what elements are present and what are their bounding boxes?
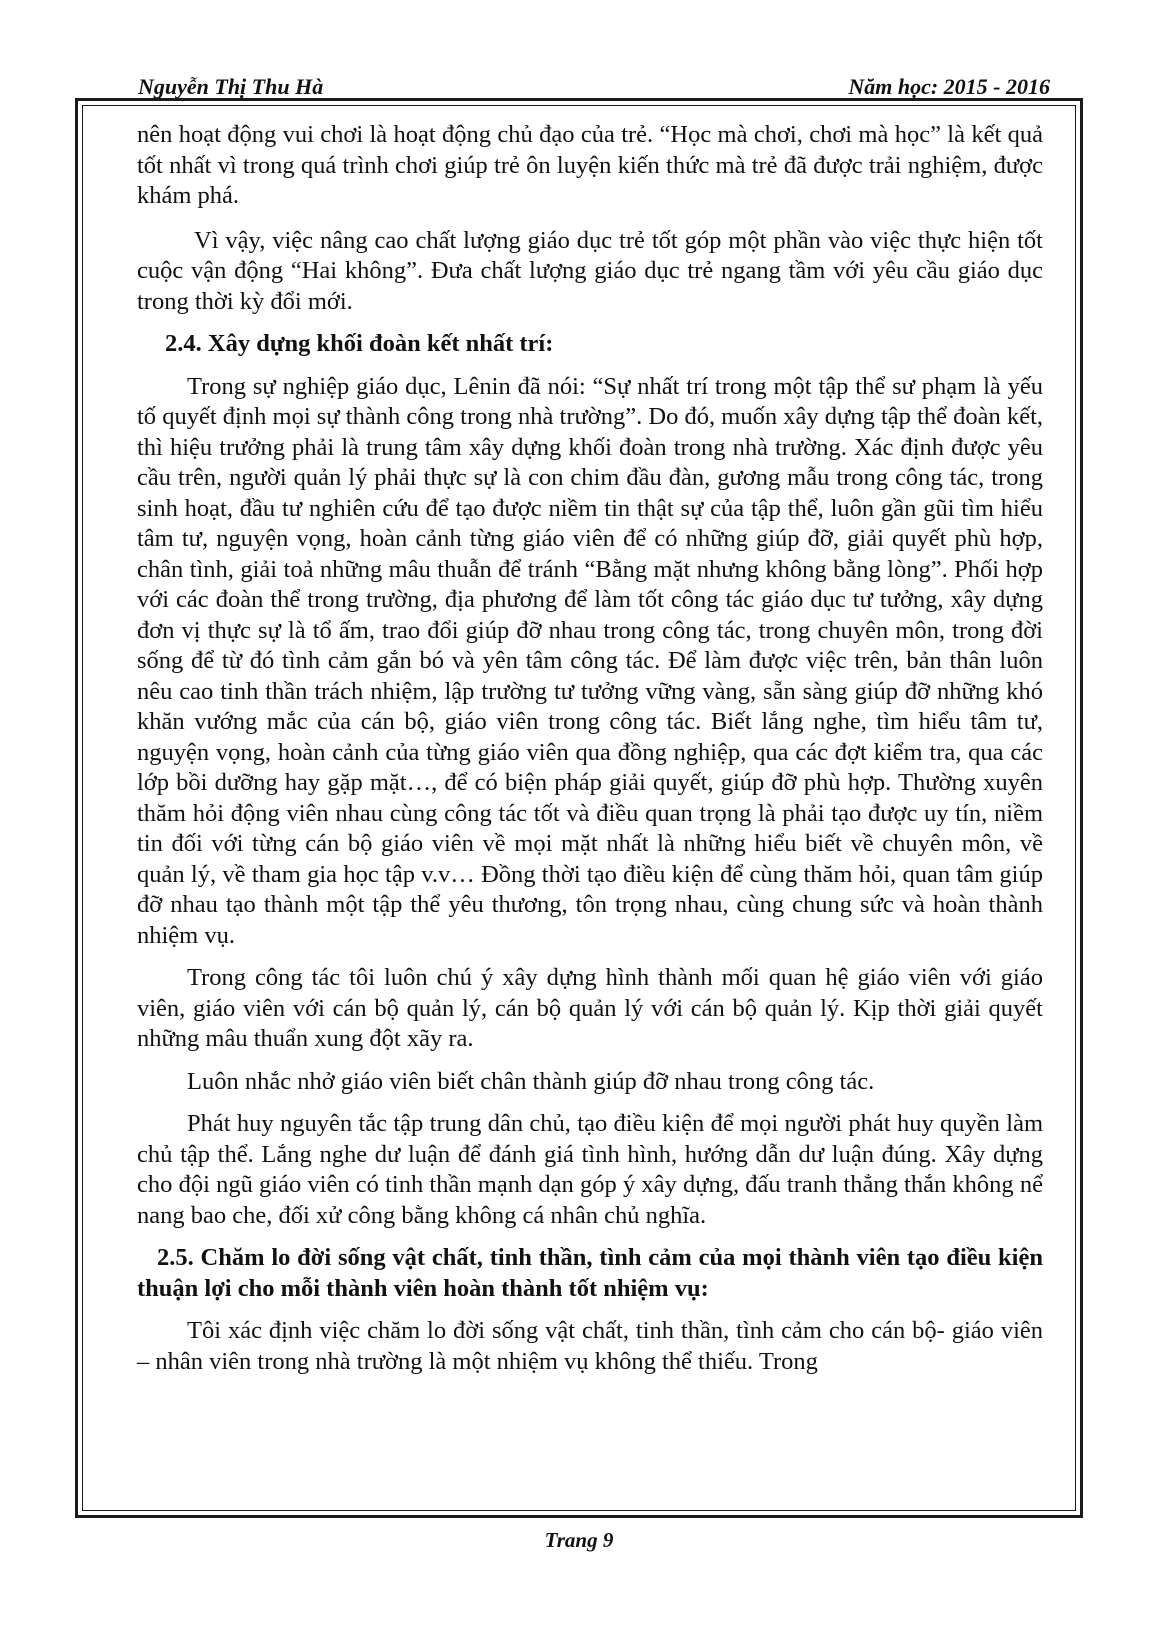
paragraph: Vì vậy, việc nâng cao chất lượng giáo dục trẻ tốt góp một phần vào việc thực hiện tốt cuộc vận động “Hai không”. Đưa chất lượng giáo dục trẻ ngang tầm với yêu cầu giáo dục trong thời kỳ đổi mới. xyxy=(137,226,1043,315)
paragraph: Luôn nhắc nhở giáo viên biết chân thành giúp đỡ nhau trong công tác. xyxy=(187,1067,875,1095)
school-year: Năm học: 2015 - 2016 xyxy=(848,74,1050,99)
paragraph: Trong công tác tôi luôn chú ý xây dựng hình thành mối quan hệ giáo viên với giáo viên, giáo viên với cán bộ quản lý, cán bộ quản lý với cán bộ quản lý. Kịp thời giải quyết những mâu thuẩn xung đột xãy ra. xyxy=(137,964,1043,1052)
paragraph: Phát huy nguyên tắc tập trung dân chủ, tạo điều kiện để mọi người phát huy quyền làm chủ tập thể. Lắng nghe dư luận để đánh giá tình hình, hướng dẫn dư luận đúng. Xây dựng cho đội ngũ giáo viên có tinh thần mạnh dạn góp ý xây dựng, đấu tranh thẳng thắn không nể nang bao che, đối xử công bằng không cá nhân chủ nghĩa. xyxy=(137,1110,1043,1229)
paragraph: nên hoạt động vui chơi là hoạt động chủ đạo của trẻ. “Học mà chơi, chơi mà học” là kết quả tốt nhất vì trong quá trình chơi giúp trẻ ôn luyện kiến thức mà trẻ đã được trải nghiệm, được khám phá. xyxy=(137,121,1043,209)
section-heading-2-4: 2.4. Xây dựng khối đoàn kết nhất trí: xyxy=(165,330,554,357)
paragraph: Trong sự nghiệp giáo dục, Lênin đã nói: “Sự nhất trí trong một tập thể sư phạm là yếu tố quyết định mọi sự thành công trong nhà trường”. Do đó, muốn xây dựng tập thể đoàn kết, thì hiệu trưởng phải là trung tâm xây dựng khối đoàn trong nhà trường. Xác định được yêu cầu trên, người quản lý phải thực sự là con chim đầu đàn, gương mẫu trong công tác, trong sinh hoạt, đầu tư nghiên cứu để tạo được niềm tin thật sự của tập thể, luôn gần gũi tìm hiểu tâm tư, nguyện vọng, hoàn cảnh từng giáo viên để có những giúp đỡ, giải quyết phù hợp, chân tình, giải toả những mâu thuẫn để tránh “Bằng mặt nhưng không bằng lòng”. Phối hợp với các đoàn thể trong trường, địa phương để làm tốt công tác giáo dục tư tưởng, xây dựng đơn vị thực sự là tổ ấm, trao đổi giúp đỡ nhau trong công tác, trong chuyên môn, trong đời sống để từ đó tình cảm gắn bó và yên tâm công tác. Để làm được việc trên, bản thân luôn nêu cao tinh thần trách nhiệm, lập trường tư tưởng vững vàng, sẵn sàng giúp đỡ những khó khăn vướng mắc của cán bộ, giáo viên trong công tác. Biết lắng nghe, tìm hiểu tâm tư, nguyện vọng, hoàn cảnh của từng giáo viên qua đồng nghiệp, qua các đợt kiểm tra, qua các lớp bồi dưỡng hay gặp mặt…, để có biện pháp giải quyết, giúp đỡ phù hợp. Thường xuyên thăm hỏi động viên nhau cùng công tác tốt và điều quan trọng là phải tạo được uy tín, niềm tin đối với từng cán bộ giáo viên về mọi mặt nhất là những hiểu biết về chuyên môn, về quản lý, về tham gia học tập v.v… Đồng thời tạo điều kiện để cùng thăm hỏi, quan tâm giúp đỡ nhau tạo thành một tập thể yêu thương, tôn trọng nhau, cùng chung sức và hoàn thành nhiệm vụ. xyxy=(137,372,1043,949)
paragraph: Tôi xác định việc chăm lo đời sống vật chất, tinh thần, tình cảm cho cán bộ- giáo viên – nhân viên trong nhà trường là một nhiệm vụ không thể thiếu. Trong xyxy=(137,1317,1043,1375)
section-heading-2-5: 2.5. Chăm lo đời sống vật chất, tinh thần, tình cảm của mọi thành viên tạo điều kiện thuận lợi cho mỗi thành viên hoàn thành tốt nhiệm vụ: xyxy=(137,1244,1043,1302)
page-number: Trang 9 xyxy=(544,1528,614,1552)
document-body xyxy=(137,120,1043,1377)
author-name: Nguyễn Thị Thu Hà xyxy=(138,74,324,99)
